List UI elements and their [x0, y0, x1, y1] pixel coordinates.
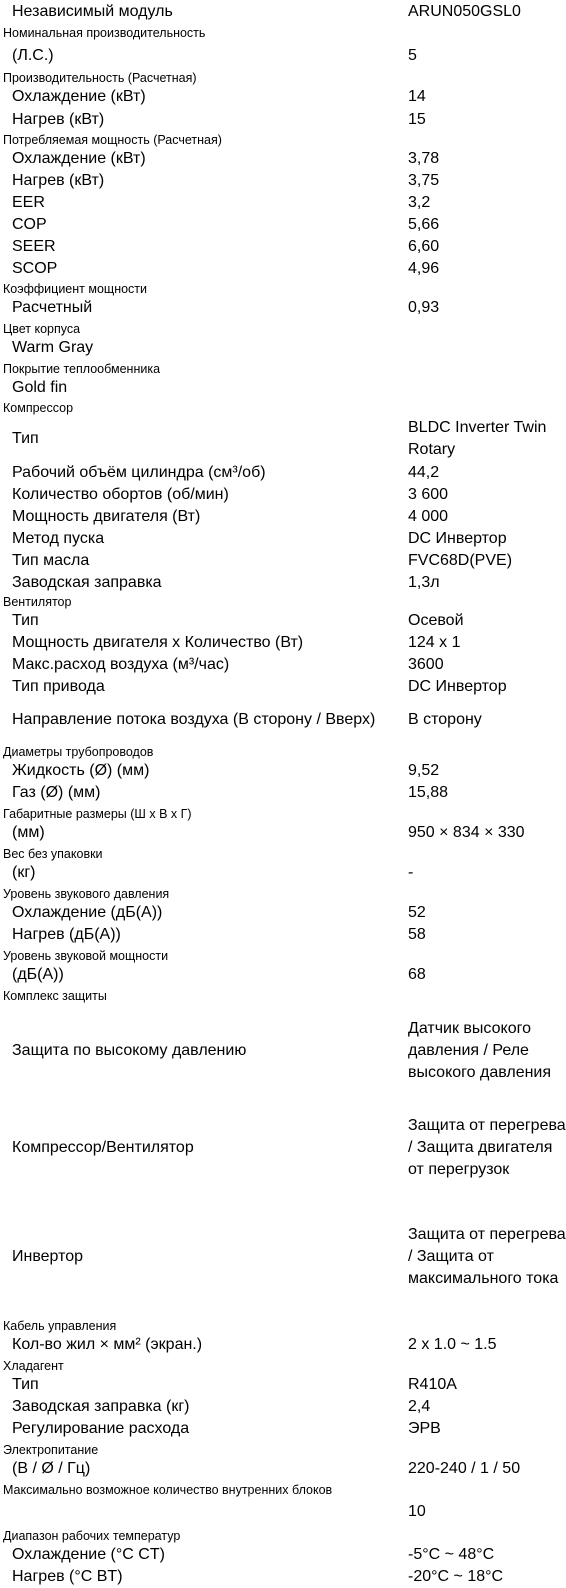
spec-value: 15 [408, 110, 426, 128]
spec-value: Осевой [408, 611, 464, 629]
spec-label: Охлаждение (дБ(А)) [12, 903, 163, 921]
spec-row [0, 572, 566, 594]
spec-label: Макс.расход воздуха (м³/час) [12, 655, 230, 673]
spec-row [0, 148, 566, 170]
spec-row [0, 337, 566, 360]
spec-row [0, 1198, 566, 1316]
spec-value: 3,2 [408, 193, 431, 211]
spec-label: (В / Ø / Гц) [12, 1459, 91, 1477]
section-label: Диапазон рабочих температур [3, 1529, 181, 1543]
spec-row [0, 676, 566, 698]
spec-value: 220-240 / 1 / 50 [408, 1459, 521, 1477]
spec-label: Тип [12, 1375, 39, 1393]
spec-label: Охлаждение (кВт) [12, 87, 146, 105]
spec-value: 5 [408, 46, 417, 64]
spec-row [0, 377, 566, 400]
spec-value: Защита от перегрева / Защита двигателя от перегрузок [408, 1116, 566, 1178]
spec-label: Тип [12, 429, 39, 447]
spec-label: Нагрев (°C BT) [12, 1567, 123, 1585]
section-label: Вес без упаковки [3, 847, 103, 861]
section-header [0, 24, 566, 41]
spec-row [0, 1396, 566, 1418]
spec-value: 4 000 [408, 507, 449, 525]
spec-value: 10 [408, 1502, 426, 1520]
spec-row [0, 236, 566, 258]
spec-row [0, 170, 566, 192]
spec-label: Инвертор [12, 1247, 84, 1265]
section-header [0, 400, 566, 416]
spec-row [0, 86, 566, 108]
section-header [0, 360, 566, 377]
spec-row [0, 782, 566, 804]
spec-label: (кг) [12, 863, 36, 881]
spec-row [0, 484, 566, 506]
spec-value: ARUN050GSL0 [408, 2, 521, 20]
section-label: Уровень звукового давления [3, 887, 170, 901]
spec-label: Метод пуска [12, 529, 105, 547]
spec-label: (дБ(А)) [12, 965, 64, 983]
spec-label: Тип привода [12, 677, 105, 695]
spec-row [0, 822, 566, 844]
spec-value: - [408, 863, 414, 881]
spec-label: (мм) [12, 823, 45, 841]
spec-label: Warm Gray [12, 339, 94, 356]
spec-value: ЭРВ [408, 1419, 441, 1437]
spec-row [0, 902, 566, 924]
spec-value: 950 × 834 × 330 [408, 823, 525, 841]
spec-value: Датчик высокого давления / Реле высокого давления [408, 1019, 552, 1081]
spec-row [0, 698, 566, 742]
spec-label: Регулирование расхода [12, 1419, 190, 1437]
spec-label: Заводская заправка [12, 573, 162, 591]
spec-label: Заводская заправка (кг) [12, 1397, 190, 1415]
spec-label: Gold fin [12, 379, 68, 396]
spec-label: SEER [12, 237, 56, 255]
spec-row [0, 214, 566, 236]
spec-label: Мощность двигателя (Вт) [12, 507, 201, 525]
spec-row [0, 1004, 566, 1098]
spec-row [0, 1458, 566, 1480]
spec-value: -20°C ~ 18°C [408, 1567, 504, 1585]
spec-label: Количество обортов (об/мин) [12, 485, 229, 503]
spec-value: 124 x 1 [408, 633, 461, 651]
spec-value: 1,3л [408, 573, 440, 591]
spec-value: 52 [408, 903, 426, 921]
section-header [0, 986, 566, 1004]
spec-row [0, 462, 566, 484]
section-header [0, 884, 566, 902]
spec-label: Нагрев (кВт) [12, 171, 105, 189]
spec-row [0, 258, 566, 280]
spec-value: 3 600 [408, 485, 449, 503]
spec-label: Расчетный [12, 299, 93, 316]
spec-label: Компрессор/Вентилятор [12, 1138, 194, 1156]
spec-value: В сторону [408, 710, 482, 728]
spec-row [0, 1334, 566, 1356]
section-label: Диаметры трубопроводов [3, 745, 154, 759]
spec-value: 3600 [408, 655, 444, 673]
spec-row [0, 192, 566, 214]
section-header [0, 71, 566, 86]
spec-value: 3,75 [408, 171, 440, 189]
spec-value: 58 [408, 925, 426, 943]
spec-row [0, 416, 566, 462]
spec-row [0, 1544, 566, 1566]
spec-value: 6,60 [408, 237, 440, 255]
section-label: Номинальная производительность [3, 26, 206, 40]
spec-row [0, 1566, 566, 1588]
spec-label: Нагрев (кВт) [12, 110, 105, 128]
spec-label: Направление потока воздуха (В сторону / Вверх) [12, 710, 376, 728]
spec-label: Тип [12, 611, 39, 629]
section-label: Кабель управления [3, 1319, 117, 1333]
section-header [0, 1480, 566, 1498]
spec-value: DC Инвертор [408, 529, 507, 547]
spec-label: Охлаждение (°C CT) [12, 1545, 165, 1563]
spec-value: FVC68D(PVE) [408, 551, 513, 569]
section-label: Комплекс защиты [3, 989, 107, 1003]
spec-value: 4,96 [408, 259, 440, 277]
spec-value: BLDC Inverter Twin Rotary [408, 418, 547, 458]
spec-value: 14 [408, 87, 426, 105]
spec-row [0, 1098, 566, 1198]
section-header [0, 1356, 566, 1374]
spec-value: 2,4 [408, 1397, 431, 1415]
spec-value: 44,2 [408, 463, 440, 481]
spec-label: Мощность двигателя x Количество (Вт) [12, 633, 304, 651]
spec-row [0, 924, 566, 946]
spec-value: R410A [408, 1375, 457, 1393]
spec-row [0, 610, 566, 632]
spec-row [0, 41, 566, 71]
spec-label: Тип масла [12, 551, 90, 569]
section-header [0, 742, 566, 760]
spec-label: Защита по высокому давлению [12, 1041, 247, 1059]
spec-value: 15,88 [408, 783, 449, 801]
spec-row [0, 1498, 566, 1526]
spec-label: Рабочий объём цилиндра (см³/об) [12, 463, 266, 481]
section-label: Электропитание [3, 1443, 99, 1457]
section-header [0, 1440, 566, 1458]
spec-row [0, 108, 566, 132]
spec-value: 68 [408, 965, 426, 983]
spec-label: COP [12, 215, 47, 233]
spec-row [0, 0, 566, 24]
spec-value: 9,52 [408, 761, 440, 779]
section-header [0, 594, 566, 610]
section-label: Производительность (Расчетная) [3, 71, 197, 85]
spec-label: Кол-во жил × мм² (экран.) [12, 1335, 203, 1353]
spec-value: DC Инвертор [408, 677, 507, 695]
spec-label: Газ (Ø) (мм) [12, 783, 101, 801]
spec-value: 0,93 [408, 299, 440, 316]
spec-label: Охлаждение (кВт) [12, 149, 146, 167]
spec-label: (Л.С.) [12, 46, 54, 64]
section-label: Цвет корпуса [3, 322, 81, 336]
spec-row [0, 1418, 566, 1440]
spec-row [0, 654, 566, 676]
spec-row [0, 297, 566, 320]
spec-row [0, 528, 566, 550]
spec-label: Жидкость (Ø) (мм) [12, 761, 150, 779]
section-label: Потребляемая мощность (Расчетная) [3, 133, 222, 147]
section-label: Хладагент [3, 1359, 64, 1373]
spec-row [0, 506, 566, 528]
section-header [0, 946, 566, 964]
spec-row [0, 1374, 566, 1396]
spec-row [0, 760, 566, 782]
section-header [0, 844, 566, 862]
section-label: Габаритные размеры (Ш х В х Г) [3, 807, 192, 821]
section-label: Компрессор [3, 401, 74, 415]
section-header [0, 320, 566, 337]
spec-value: 3,78 [408, 149, 440, 167]
section-header [0, 280, 566, 297]
spec-label: Независимый модуль [12, 2, 173, 20]
spec-label: Нагрев (дБ(А)) [12, 925, 121, 943]
spec-value: 2 x 1.0 ~ 1.5 [408, 1335, 497, 1353]
spec-row [0, 964, 566, 986]
section-header [0, 1316, 566, 1334]
spec-value: -5°C ~ 48°C [408, 1545, 495, 1563]
section-label: Уровень звуковой мощности [3, 949, 169, 963]
section-label: Вентилятор [3, 595, 72, 609]
spec-value: 5,66 [408, 215, 440, 233]
spec-label: SCOP [12, 259, 58, 277]
section-label: Покрытие теплообменника [3, 362, 161, 376]
section-header [0, 804, 566, 822]
section-label: Коэффициент мощности [3, 282, 148, 296]
spec-row [0, 550, 566, 572]
section-header [0, 1526, 566, 1544]
section-header [0, 132, 566, 148]
spec-value: Защита от перегрева / Защита от максимального тока [408, 1225, 566, 1287]
spec-row [0, 632, 566, 654]
spec-row [0, 862, 566, 884]
section-label: Максимально возможное количество внутренних блоков [3, 1483, 333, 1497]
spec-label: EER [12, 193, 45, 211]
